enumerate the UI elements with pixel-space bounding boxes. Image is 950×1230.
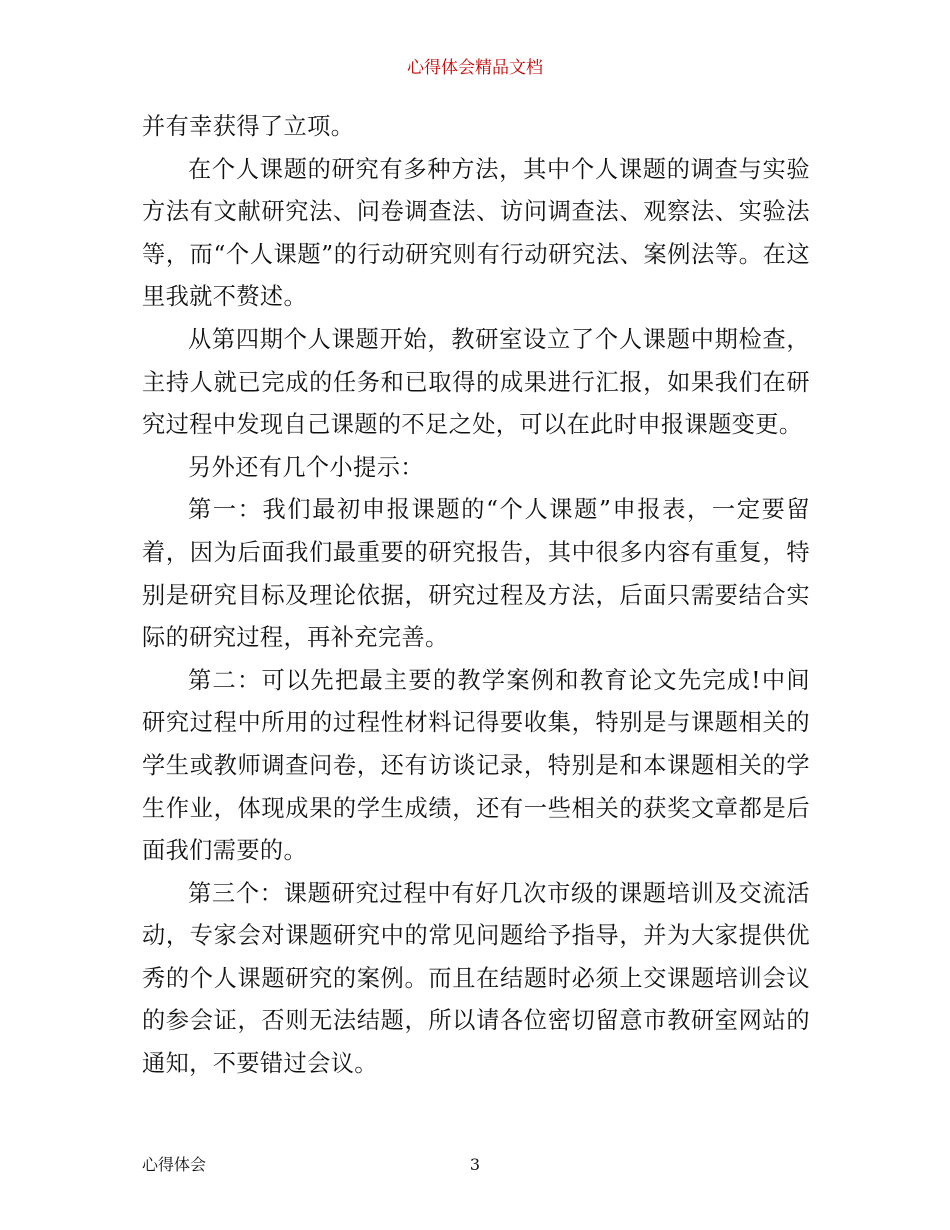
page-number: 3 [469,1155,481,1174]
paragraph-5: 第一：我们最初申报课题的“个人课题”申报表，一定要留着，因为后面我们最重要的研究报告，其中很多内容有重复，特别是研究目标及理论依据，研究过程及方法，后面只需要结合实际的研究过程，再补充完善。 [142,496,810,652]
document-body [142,106,810,1086]
paragraph-1: 并有幸获得了立项。 [142,113,355,140]
paragraph-3: 从第四期个人课题开始，教研室设立了个人课题中期检查，主持人就已完成的任务和已取得的成果进行汇报，如果我们在研究过程中发现自己课题的不足之处，可以在此时申报课题变更。 [142,325,810,439]
paragraph-2: 在个人课题的研究有多种方法，其中个人课题的调查与实验方法有文献研究法、问卷调查法、访问调查法、观察法、实验法等，而“个人课题”的行动研究则有行动研究法、案例法等。在这里我就不赘述。 [142,155,810,311]
paragraph-6: 第二：可以先把最主要的教学案例和教育论文先完成!中间研究过程中所用的过程性材料记得要收集，特别是与课题相关的学生或教师调查问卷，还有访谈记录，特别是和本课题相关的学生作业，体现成果的学生成绩，还有一些相关的获奖文章都是后面我们需要的。 [142,666,810,865]
paragraph-4: 另外还有几个小提示： [188,453,424,481]
paragraph-7: 第三个：课题研究过程中有好几次市级的课题培训及交流活动，专家会对课题研究中的常见问题给予指导，并为大家提供优秀的个人课题研究的案例。而且在结题时必须上交课题培训会议的参会证，否则无法结题，所以请各位密切留意市教研室网站的通知，不要错过会议。 [142,879,810,1078]
footer-label: 心得体会 [142,1155,207,1174]
page-header: 心得体会精品文档 [407,58,543,78]
